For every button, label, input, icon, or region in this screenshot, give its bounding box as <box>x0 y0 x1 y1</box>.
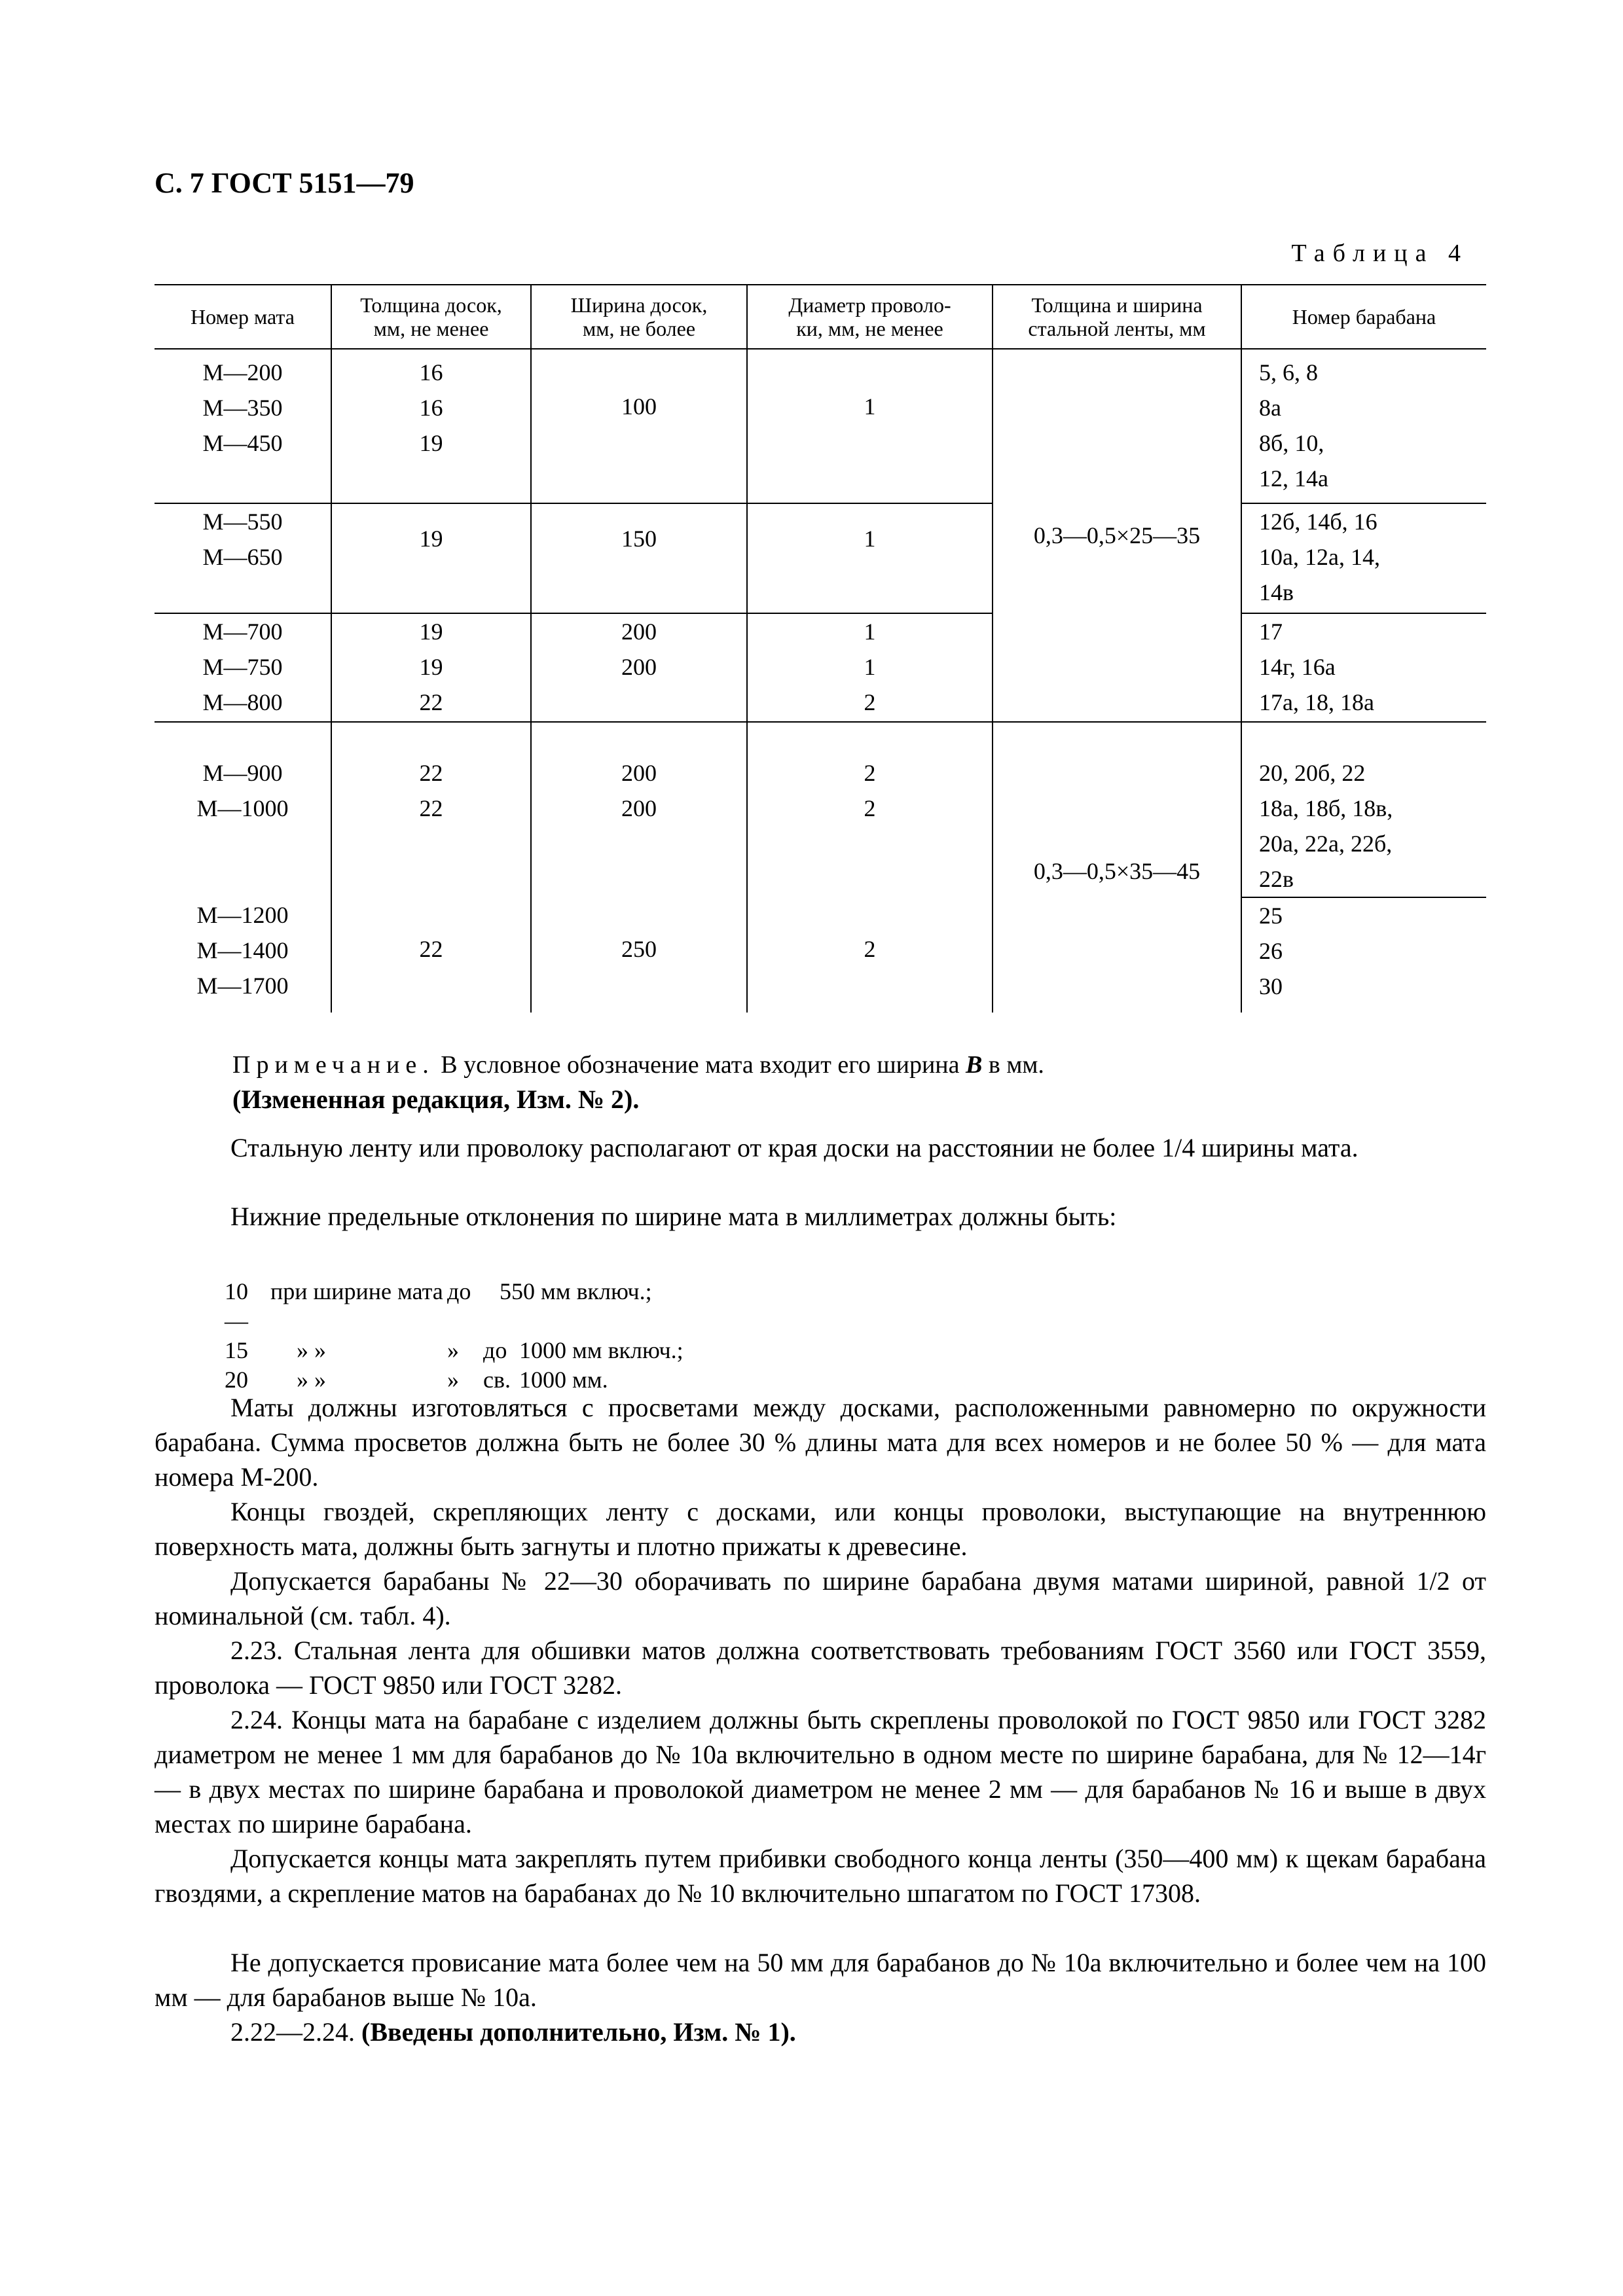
col-header-wire-diameter: Диаметр проволо- ки, мм, не менее <box>747 285 993 349</box>
cell-diameter: 2 2 <box>747 722 993 897</box>
list-item <box>225 1277 684 1336</box>
table-row <box>155 722 1486 897</box>
cell-width: 250 <box>531 897 747 1013</box>
note-text-after: в мм. <box>982 1051 1044 1079</box>
col-header-drum-number: Номер барабана <box>1241 285 1486 349</box>
paragraph-deviations-intro: Нижние предельные отклонения по ширине мата в миллиметрах должны быть: <box>230 1202 1117 1231</box>
cell-diameter: 2 <box>747 897 993 1013</box>
paragraph-two-mats: Допускается барабаны № 22—30 оборачивать по ширине барабана двумя матами шириной, равной 1/2 от номинальной (см. табл. 4). <box>155 1566 1486 1630</box>
final-bold: (Введены дополнительно, Изм. № 1). <box>361 2017 796 2047</box>
dev-condition: » » <box>297 1337 326 1363</box>
dev-value: 10 — <box>225 1278 248 1334</box>
dev-value: 15 <box>225 1337 248 1363</box>
table-note <box>232 1049 1044 1081</box>
paragraph-fixing: Допускается концы мата закреплять путем прибивки свободного конца ленты (350—400 мм) к щекам барабана гвоздями, а скрепление матов на барабанах до № 10 включительно шпагатом по ГОСТ 17308. <box>155 1844 1486 1908</box>
table-4 <box>155 284 1486 1013</box>
paragraph-tape-position: Стальную ленту или проволоку располагают от края доски на расстоянии не более 1/4 ширины мата. <box>230 1133 1359 1162</box>
dev-prep: до <box>483 1337 507 1363</box>
table-row <box>155 897 1486 1013</box>
cell-thickness: 16 16 19 <box>331 349 531 503</box>
col-header-tape-size: Толщина и ширина стальной ленты, мм <box>993 285 1241 349</box>
cell-thickness: 19 19 22 <box>331 613 531 722</box>
paragraph-nails: Концы гвоздей, скрепляющих ленту с досками, или концы проволоки, выступающие на внутреннюю поверхность мата, должны быть загнуты и плотно прижаты к древесине. <box>155 1497 1486 1561</box>
note-label: Примечание. <box>232 1051 435 1079</box>
cell-diameter: 1 <box>747 349 993 503</box>
dev-ditto: » <box>447 1367 459 1393</box>
cell-mat: М—900 М—1000 <box>155 722 331 897</box>
cell-width: 150 <box>531 503 747 613</box>
cell-tape-group-2: 0,3—0,5×35—45 <box>993 722 1241 1013</box>
cell-width: 200 200 <box>531 722 747 897</box>
cell-tape-group-1: 0,3—0,5×25—35 <box>993 349 1241 722</box>
cell-diameter: 1 <box>747 503 993 613</box>
dev-condition: » » <box>297 1367 326 1393</box>
cell-thickness: 22 <box>331 897 531 1013</box>
list-item <box>225 1336 684 1365</box>
note-text-before: В условное обозначение мата входит его ширина <box>434 1051 966 1079</box>
table-row <box>155 503 1486 613</box>
paragraph-2-24: 2.24. Концы мата на барабане с изделием должны быть скреплены проволокой по ГОСТ 9850 или ГОСТ 3282 диаметром не менее 1 мм для барабанов до № 10а включительно в одном месте по ширине барабана, для № 12—14г — в двух местах по ширине барабана и проволокой диаметром не менее 2 мм — для барабанов № 16 и выше в двух местах по ширине барабана. <box>155 1705 1486 1839</box>
table-row <box>155 349 1486 503</box>
page-header: С. 7 ГОСТ 5151—79 <box>155 167 414 199</box>
cell-thickness: 22 22 <box>331 722 531 897</box>
cell-drum: 20, 20б, 22 18а, 18б, 18в, 20а, 22а, 22б, 22в <box>1241 722 1486 897</box>
cell-thickness: 19 <box>331 503 531 613</box>
dev-limit: 550 мм включ.; <box>500 1278 652 1304</box>
cell-width: 200 200 <box>531 613 747 722</box>
table-caption: Таблица 4 <box>1291 240 1468 267</box>
dev-value: 20 <box>225 1367 248 1393</box>
cell-drum: 25 26 30 <box>1241 897 1486 1013</box>
paragraph-final-amendment <box>155 2015 1486 2049</box>
dev-limit: 1000 мм включ.; <box>519 1337 684 1363</box>
dev-ditto: » <box>447 1337 459 1363</box>
paragraph-sag: Не допускается провисание мата более чем на 50 мм для барабанов до № 10а включительно и более чем на 100 мм — для барабанов выше № 10а. <box>155 1948 1486 2012</box>
table-header-row <box>155 285 1486 349</box>
dev-limit: 1000 мм. <box>519 1367 608 1393</box>
table-row <box>155 613 1486 722</box>
dev-prep: до <box>447 1278 471 1304</box>
paragraph-gaps: Маты должны изготовляться с просветами между досками, расположенными равномерно по окружности барабана. Сумма просветов должна быть не более 30 % длины мата для всех номеров и не более 50 % — для мата номера М-200. <box>155 1393 1486 1492</box>
note-symbol: B <box>966 1051 983 1079</box>
final-prefix: 2.22—2.24. <box>230 2017 361 2047</box>
paragraph-2-23: 2.23. Стальная лента для обшивки матов должна соответствовать требованиям ГОСТ 3560 или ГОСТ 3559, проволока — ГОСТ 9850 или ГОСТ 3282. <box>155 1636 1486 1700</box>
deviation-list <box>225 1277 684 1395</box>
cell-mat: М—700 М—750 М—800 <box>155 613 331 722</box>
dev-prep: св. <box>483 1367 511 1393</box>
col-header-mat-number: Номер мата <box>155 285 331 349</box>
amendment-note: (Измененная редакция, Изм. № 2). <box>232 1085 640 1114</box>
col-header-board-thickness: Толщина досок, мм, не менее <box>331 285 531 349</box>
cell-drum: 5, 6, 8 8а 8б, 10, 12, 14а <box>1241 349 1486 503</box>
cell-diameter: 1 1 2 <box>747 613 993 722</box>
cell-width: 100 <box>531 349 747 503</box>
cell-drum: 17 14г, 16а 17а, 18, 18а <box>1241 613 1486 722</box>
cell-mat: М—1200 М—1400 М—1700 <box>196 902 289 999</box>
cell-mat: М—200 М—350 М—450 <box>202 359 283 456</box>
cell-drum: 12б, 14б, 16 10а, 12а, 14, 14в <box>1241 503 1486 613</box>
cell-mat: М—550 М—650 <box>155 503 331 613</box>
col-header-board-width: Ширина досок, мм, не более <box>531 285 747 349</box>
dev-condition: при ширине мата <box>270 1278 443 1304</box>
